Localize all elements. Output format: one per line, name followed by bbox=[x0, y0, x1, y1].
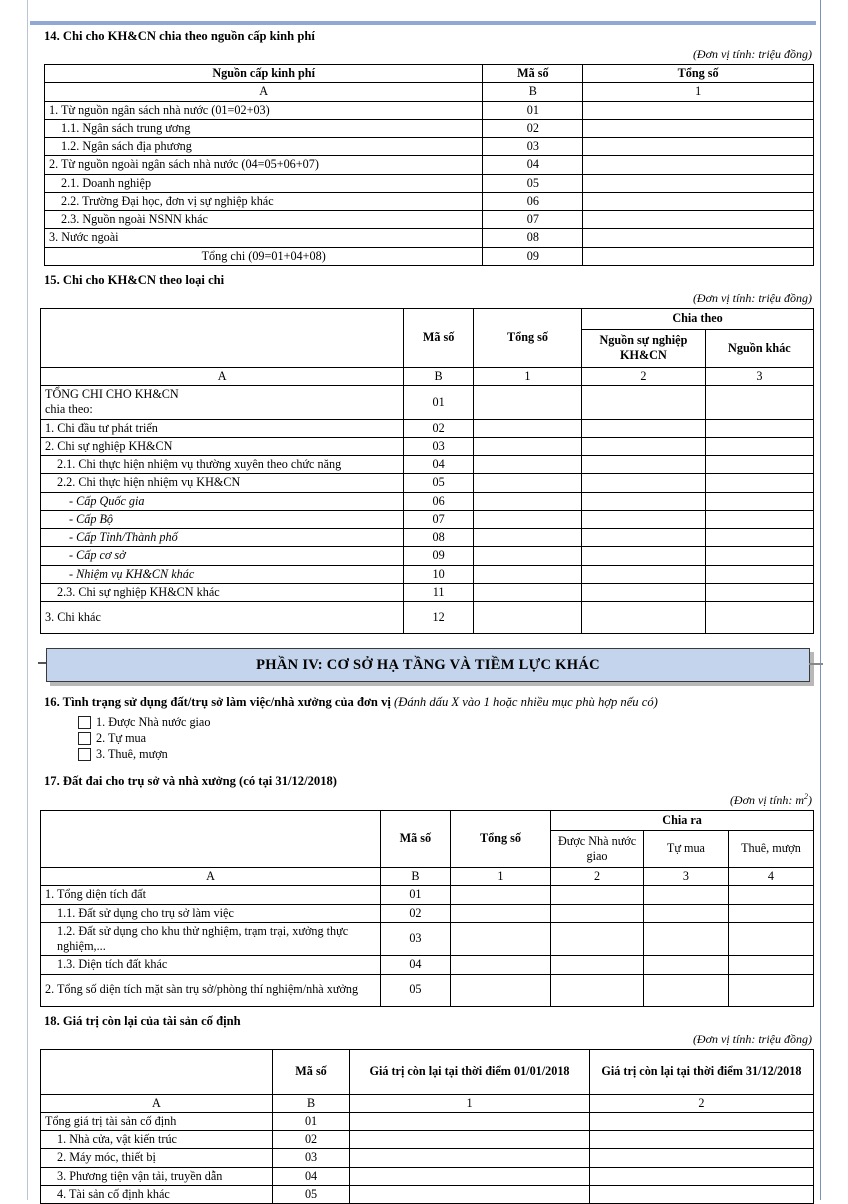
value-cell[interactable] bbox=[643, 974, 728, 1006]
row-label: 2. Máy móc, thiết bị bbox=[41, 1149, 273, 1167]
table-row bbox=[45, 138, 814, 156]
row-label: - Cấp Bộ bbox=[41, 510, 404, 528]
value-cell[interactable] bbox=[583, 247, 814, 265]
value-cell[interactable] bbox=[589, 1149, 813, 1167]
section-14-table bbox=[44, 64, 814, 266]
col-header-nguon-su-nghiep: Nguồn sự nghiệp KH&CN bbox=[582, 329, 706, 367]
row-code: 03 bbox=[381, 922, 451, 956]
value-cell[interactable] bbox=[705, 474, 813, 492]
part-4-banner bbox=[46, 648, 810, 682]
section-16-checkbox-list bbox=[78, 715, 818, 762]
value-cell[interactable] bbox=[583, 192, 814, 210]
section-18-body bbox=[41, 1112, 814, 1203]
value-cell[interactable] bbox=[643, 886, 728, 904]
letter-b: B bbox=[381, 868, 451, 886]
value-cell[interactable] bbox=[582, 510, 706, 528]
letter-3: 3 bbox=[705, 367, 813, 385]
row-code: 02 bbox=[381, 904, 451, 922]
table-row bbox=[41, 1167, 814, 1185]
row-label: - Cấp cơ sở bbox=[41, 547, 404, 565]
row-label: 1.1. Đất sử dụng cho trụ sở làm việc bbox=[41, 904, 381, 922]
row-code: 07 bbox=[483, 211, 583, 229]
row-label: 2.2. Trường Đại học, đơn vị sự nghiệp khác bbox=[45, 192, 483, 210]
table-row bbox=[41, 602, 814, 634]
value-cell[interactable] bbox=[450, 904, 550, 922]
value-cell[interactable] bbox=[473, 386, 581, 420]
value-cell[interactable] bbox=[473, 529, 581, 547]
row-code: 01 bbox=[272, 1112, 349, 1130]
col-header-nguon-khac: Nguồn khác bbox=[705, 329, 813, 367]
row-label: 2.3. Chi sự nghiệp KH&CN khác bbox=[41, 583, 404, 601]
row-code: 11 bbox=[404, 583, 474, 601]
value-cell[interactable] bbox=[705, 510, 813, 528]
letter-a: A bbox=[45, 83, 483, 101]
section-15-unit: (Đơn vị tính: triệu đồng) bbox=[30, 291, 812, 306]
table-row bbox=[45, 156, 814, 174]
table-header-row bbox=[45, 65, 814, 83]
value-cell[interactable] bbox=[728, 922, 813, 956]
table-row bbox=[41, 1112, 814, 1130]
value-cell[interactable] bbox=[728, 904, 813, 922]
part-4-banner-text: PHẦN IV: CƠ SỞ HẠ TẦNG VÀ TIỀM LỰC KHÁC bbox=[256, 657, 600, 674]
row-code: 09 bbox=[404, 547, 474, 565]
letter-1: 1 bbox=[450, 868, 550, 886]
value-cell[interactable] bbox=[589, 1112, 813, 1130]
table-header-row bbox=[41, 1049, 814, 1094]
row-label: 2.2. Chi thực hiện nhiệm vụ KH&CN bbox=[41, 474, 404, 492]
row-code: 04 bbox=[404, 456, 474, 474]
checkbox-label: 2. Tự mua bbox=[96, 731, 146, 746]
unit-superscript: 2 bbox=[804, 792, 808, 801]
page-left-border bbox=[27, 0, 28, 1200]
checkbox-row-2[interactable] bbox=[78, 731, 818, 746]
row-label: 2. Từ nguồn ngoài ngân sách nhà nước (04=05+06+07) bbox=[45, 156, 483, 174]
banner-right-tick bbox=[809, 663, 823, 665]
value-cell[interactable] bbox=[582, 565, 706, 583]
row-label: - Nhiệm vụ KH&CN khác bbox=[41, 565, 404, 583]
table-row bbox=[41, 904, 814, 922]
value-cell[interactable] bbox=[450, 922, 550, 956]
row-code: 08 bbox=[483, 229, 583, 247]
section-17-title: 17. Đất đai cho trụ sở và nhà xưởng (có tại 31/12/2018) bbox=[44, 773, 818, 790]
value-cell[interactable] bbox=[583, 101, 814, 119]
value-cell[interactable] bbox=[450, 886, 550, 904]
row-code: 04 bbox=[272, 1167, 349, 1185]
section-17-table-wrap bbox=[40, 810, 814, 1007]
col-header-value-start: Giá trị còn lại tại thời điểm 01/01/2018 bbox=[350, 1049, 590, 1094]
col-header-code: Mã số bbox=[404, 308, 474, 367]
row-code: 08 bbox=[404, 529, 474, 547]
value-cell[interactable] bbox=[473, 602, 581, 634]
section-15-table bbox=[40, 308, 814, 634]
row-label: 3. Chi khác bbox=[41, 602, 404, 634]
section-14-unit: (Đơn vị tính: triệu đồng) bbox=[30, 47, 812, 62]
checkbox-icon[interactable] bbox=[78, 716, 91, 729]
row-label: - Cấp Tỉnh/Thành phố bbox=[41, 529, 404, 547]
col-header-blank bbox=[41, 1049, 273, 1094]
value-cell[interactable] bbox=[582, 386, 706, 420]
col-header-duoc-nha-nuoc-giao: Được Nhà nước giao bbox=[551, 831, 644, 868]
value-cell[interactable] bbox=[705, 602, 813, 634]
row-label: Tổng giá trị tài sản cố định bbox=[41, 1112, 273, 1130]
row-code: 05 bbox=[404, 474, 474, 492]
col-header-value-end: Giá trị còn lại tại thời điểm 31/12/2018 bbox=[589, 1049, 813, 1094]
table-letter-row bbox=[41, 1094, 814, 1112]
table-header-row bbox=[41, 811, 814, 831]
col-header-blank bbox=[41, 811, 381, 868]
table-row bbox=[41, 547, 814, 565]
table-row bbox=[45, 174, 814, 192]
value-cell[interactable] bbox=[473, 510, 581, 528]
value-cell[interactable] bbox=[551, 974, 644, 1006]
value-cell[interactable] bbox=[450, 974, 550, 1006]
row-label: 1.2. Đất sử dụng cho khu thử nghiệm, trạm trại, xưởng thực nghiệm,... bbox=[41, 922, 381, 956]
section-18-table bbox=[40, 1049, 814, 1204]
value-cell[interactable] bbox=[473, 419, 581, 437]
section-16-hint: (Đánh dấu X vào 1 hoặc nhiều mục phù hợp nếu có) bbox=[394, 695, 658, 709]
table-row bbox=[41, 956, 814, 974]
letter-4: 4 bbox=[728, 868, 813, 886]
row-label: 1.2. Ngân sách địa phương bbox=[45, 138, 483, 156]
table-row bbox=[45, 211, 814, 229]
col-header-thue-muon: Thuê, mượn bbox=[728, 831, 813, 868]
row-label: 1.3. Diện tích đất khác bbox=[41, 956, 381, 974]
value-cell[interactable] bbox=[583, 119, 814, 137]
col-header-group-chia-theo: Chia theo bbox=[582, 308, 814, 329]
row-label: 1. Nhà cửa, vật kiến trúc bbox=[41, 1131, 273, 1149]
section-16-title bbox=[44, 694, 818, 711]
row-label: 3. Phương tiện vận tải, truyền dẫn bbox=[41, 1167, 273, 1185]
table-row bbox=[41, 1149, 814, 1167]
value-cell[interactable] bbox=[582, 583, 706, 601]
section-18-title: 18. Giá trị còn lại của tài sản cố định bbox=[44, 1013, 818, 1030]
row-code: 05 bbox=[272, 1185, 349, 1203]
row-code: 10 bbox=[404, 565, 474, 583]
value-cell[interactable] bbox=[643, 922, 728, 956]
section-15-table-wrap bbox=[40, 308, 814, 634]
checkbox-icon[interactable] bbox=[78, 732, 91, 745]
value-cell[interactable] bbox=[473, 565, 581, 583]
value-cell[interactable] bbox=[705, 437, 813, 455]
section-18-unit: (Đơn vị tính: triệu đồng) bbox=[30, 1032, 812, 1047]
row-label: 2. Tổng số diện tích mặt sàn trụ sở/phòng thí nghiệm/nhà xưởng bbox=[41, 974, 381, 1006]
checkbox-label: 3. Thuê, mượn bbox=[96, 747, 168, 762]
value-cell[interactable] bbox=[589, 1185, 813, 1203]
value-cell[interactable] bbox=[705, 529, 813, 547]
value-cell[interactable] bbox=[728, 886, 813, 904]
value-cell[interactable] bbox=[728, 974, 813, 1006]
col-header-group-chia-ra: Chia ra bbox=[551, 811, 814, 831]
value-cell[interactable] bbox=[583, 174, 814, 192]
col-header-total: Tổng số bbox=[473, 308, 581, 367]
row-label: 4. Tài sản cố định khác bbox=[41, 1185, 273, 1203]
value-cell[interactable] bbox=[551, 956, 644, 974]
section-15-title: 15. Chi cho KH&CN theo loại chi bbox=[44, 272, 818, 289]
value-cell[interactable] bbox=[705, 565, 813, 583]
section-18-table-wrap bbox=[40, 1049, 814, 1204]
row-code: 06 bbox=[483, 192, 583, 210]
table-header-row bbox=[41, 308, 814, 329]
row-code: 05 bbox=[483, 174, 583, 192]
row-label: 1. Tổng diện tích đất bbox=[41, 886, 381, 904]
value-cell[interactable] bbox=[350, 1131, 590, 1149]
value-cell[interactable] bbox=[551, 904, 644, 922]
row-label: 2.1. Chi thực hiện nhiệm vụ thường xuyên theo chức năng bbox=[41, 456, 404, 474]
table-row bbox=[41, 386, 814, 420]
row-label: 2.1. Doanh nghiệp bbox=[45, 174, 483, 192]
value-cell[interactable] bbox=[705, 386, 813, 420]
letter-2: 2 bbox=[582, 367, 706, 385]
value-cell[interactable] bbox=[473, 474, 581, 492]
table-row bbox=[45, 101, 814, 119]
value-cell[interactable] bbox=[582, 456, 706, 474]
value-cell[interactable] bbox=[705, 547, 813, 565]
row-code: 02 bbox=[483, 119, 583, 137]
col-header-total: Tổng số bbox=[450, 811, 550, 868]
letter-b: B bbox=[483, 83, 583, 101]
col-header-source: Nguồn cấp kinh phí bbox=[45, 65, 483, 83]
section-16-title-text: 16. Tình trạng sử dụng đất/trụ sở làm việc/nhà xưởng của đơn vị bbox=[44, 695, 391, 709]
letter-1: 1 bbox=[350, 1094, 590, 1112]
table-row bbox=[45, 192, 814, 210]
table-letter-row bbox=[45, 83, 814, 101]
table-row bbox=[41, 474, 814, 492]
value-cell[interactable] bbox=[582, 492, 706, 510]
value-cell[interactable] bbox=[705, 419, 813, 437]
section-14-body bbox=[45, 101, 814, 265]
letter-b: B bbox=[272, 1094, 349, 1112]
table-row bbox=[41, 1185, 814, 1203]
value-cell[interactable] bbox=[551, 886, 644, 904]
row-label: 1.1. Ngân sách trung ương bbox=[45, 119, 483, 137]
row-code: 04 bbox=[483, 156, 583, 174]
letter-2: 2 bbox=[589, 1094, 813, 1112]
row-code: 01 bbox=[381, 886, 451, 904]
table-row bbox=[41, 437, 814, 455]
row-code: 02 bbox=[404, 419, 474, 437]
value-cell[interactable] bbox=[582, 474, 706, 492]
value-cell[interactable] bbox=[643, 904, 728, 922]
page-top-accent-rule bbox=[30, 21, 816, 25]
unit-suffix: ) bbox=[808, 793, 812, 807]
value-cell[interactable] bbox=[551, 922, 644, 956]
row-code: 07 bbox=[404, 510, 474, 528]
col-header-tu-mua: Tự mua bbox=[643, 831, 728, 868]
value-cell[interactable] bbox=[350, 1185, 590, 1203]
letter-a: A bbox=[41, 1094, 273, 1112]
page-right-border bbox=[820, 0, 821, 1200]
value-cell[interactable] bbox=[582, 529, 706, 547]
table-row bbox=[41, 492, 814, 510]
value-cell[interactable] bbox=[473, 492, 581, 510]
checkbox-row-3[interactable] bbox=[78, 747, 818, 762]
letter-b: B bbox=[404, 367, 474, 385]
unit-prefix: (Đơn vị tính: m bbox=[730, 793, 804, 807]
row-label: Tổng chi (09=01+04+08) bbox=[45, 247, 483, 265]
value-cell[interactable] bbox=[643, 956, 728, 974]
row-code: 01 bbox=[404, 386, 474, 420]
table-letter-row bbox=[41, 868, 814, 886]
section-17-table bbox=[40, 810, 814, 1007]
table-row bbox=[45, 229, 814, 247]
letter-1: 1 bbox=[473, 367, 581, 385]
letter-a: A bbox=[41, 367, 404, 385]
col-header-code: Mã số bbox=[381, 811, 451, 868]
table-row bbox=[41, 1131, 814, 1149]
row-code: 03 bbox=[272, 1149, 349, 1167]
value-cell[interactable] bbox=[582, 437, 706, 455]
row-label: 1. Từ nguồn ngân sách nhà nước (01=02+03) bbox=[45, 101, 483, 119]
table-row bbox=[41, 974, 814, 1006]
section-17-unit bbox=[30, 792, 812, 808]
document-body bbox=[30, 28, 818, 1204]
table-row bbox=[45, 247, 814, 265]
row-label: TỔNG CHI CHO KH&CN chia theo: bbox=[41, 386, 404, 420]
table-row bbox=[45, 119, 814, 137]
value-cell[interactable] bbox=[583, 229, 814, 247]
letter-1: 1 bbox=[583, 83, 814, 101]
value-cell[interactable] bbox=[583, 156, 814, 174]
value-cell[interactable] bbox=[350, 1112, 590, 1130]
row-code: 02 bbox=[272, 1131, 349, 1149]
table-row bbox=[41, 456, 814, 474]
table-row bbox=[41, 419, 814, 437]
row-label: 2.3. Nguồn ngoài NSNN khác bbox=[45, 211, 483, 229]
table-letter-row bbox=[41, 367, 814, 385]
value-cell[interactable] bbox=[473, 583, 581, 601]
value-cell[interactable] bbox=[728, 956, 813, 974]
value-cell[interactable] bbox=[589, 1131, 813, 1149]
value-cell[interactable] bbox=[705, 492, 813, 510]
part-4-banner-zone bbox=[38, 648, 818, 684]
row-code: 12 bbox=[404, 602, 474, 634]
table-row bbox=[41, 922, 814, 956]
section-17-body bbox=[41, 886, 814, 1006]
value-cell[interactable] bbox=[705, 583, 813, 601]
row-label: 1. Chi đầu tư phát triển bbox=[41, 419, 404, 437]
table-row bbox=[41, 565, 814, 583]
row-code: 05 bbox=[381, 974, 451, 1006]
section-14-title: 14. Chi cho KH&CN chia theo nguồn cấp kinh phí bbox=[44, 28, 818, 45]
letter-3: 3 bbox=[643, 868, 728, 886]
value-cell[interactable] bbox=[350, 1167, 590, 1185]
row-code: 03 bbox=[404, 437, 474, 455]
row-code: 03 bbox=[483, 138, 583, 156]
value-cell[interactable] bbox=[589, 1167, 813, 1185]
letter-a: A bbox=[41, 868, 381, 886]
col-header-code: Mã số bbox=[272, 1049, 349, 1094]
value-cell[interactable] bbox=[582, 547, 706, 565]
table-row bbox=[41, 529, 814, 547]
col-header-blank bbox=[41, 308, 404, 367]
value-cell[interactable] bbox=[450, 956, 550, 974]
table-row bbox=[41, 886, 814, 904]
row-code: 01 bbox=[483, 101, 583, 119]
checkbox-row-1[interactable] bbox=[78, 715, 818, 730]
value-cell[interactable] bbox=[583, 211, 814, 229]
row-code: 06 bbox=[404, 492, 474, 510]
value-cell[interactable] bbox=[583, 138, 814, 156]
section-15-body bbox=[41, 386, 814, 634]
row-code: 04 bbox=[381, 956, 451, 974]
value-cell[interactable] bbox=[473, 547, 581, 565]
checkbox-icon[interactable] bbox=[78, 748, 91, 761]
table-row bbox=[41, 583, 814, 601]
col-header-code: Mã số bbox=[483, 65, 583, 83]
value-cell[interactable] bbox=[350, 1149, 590, 1167]
checkbox-label: 1. Được Nhà nước giao bbox=[96, 715, 210, 730]
letter-2: 2 bbox=[551, 868, 644, 886]
row-label: - Cấp Quốc gia bbox=[41, 492, 404, 510]
value-cell[interactable] bbox=[582, 419, 706, 437]
row-code: 09 bbox=[483, 247, 583, 265]
table-row bbox=[41, 510, 814, 528]
value-cell[interactable] bbox=[582, 602, 706, 634]
row-label: 3. Nước ngoài bbox=[45, 229, 483, 247]
row-label: 2. Chi sự nghiệp KH&CN bbox=[41, 437, 404, 455]
col-header-total: Tổng số bbox=[583, 65, 814, 83]
value-cell[interactable] bbox=[473, 456, 581, 474]
value-cell[interactable] bbox=[705, 456, 813, 474]
value-cell[interactable] bbox=[473, 437, 581, 455]
section-14-table-wrap bbox=[44, 64, 814, 266]
